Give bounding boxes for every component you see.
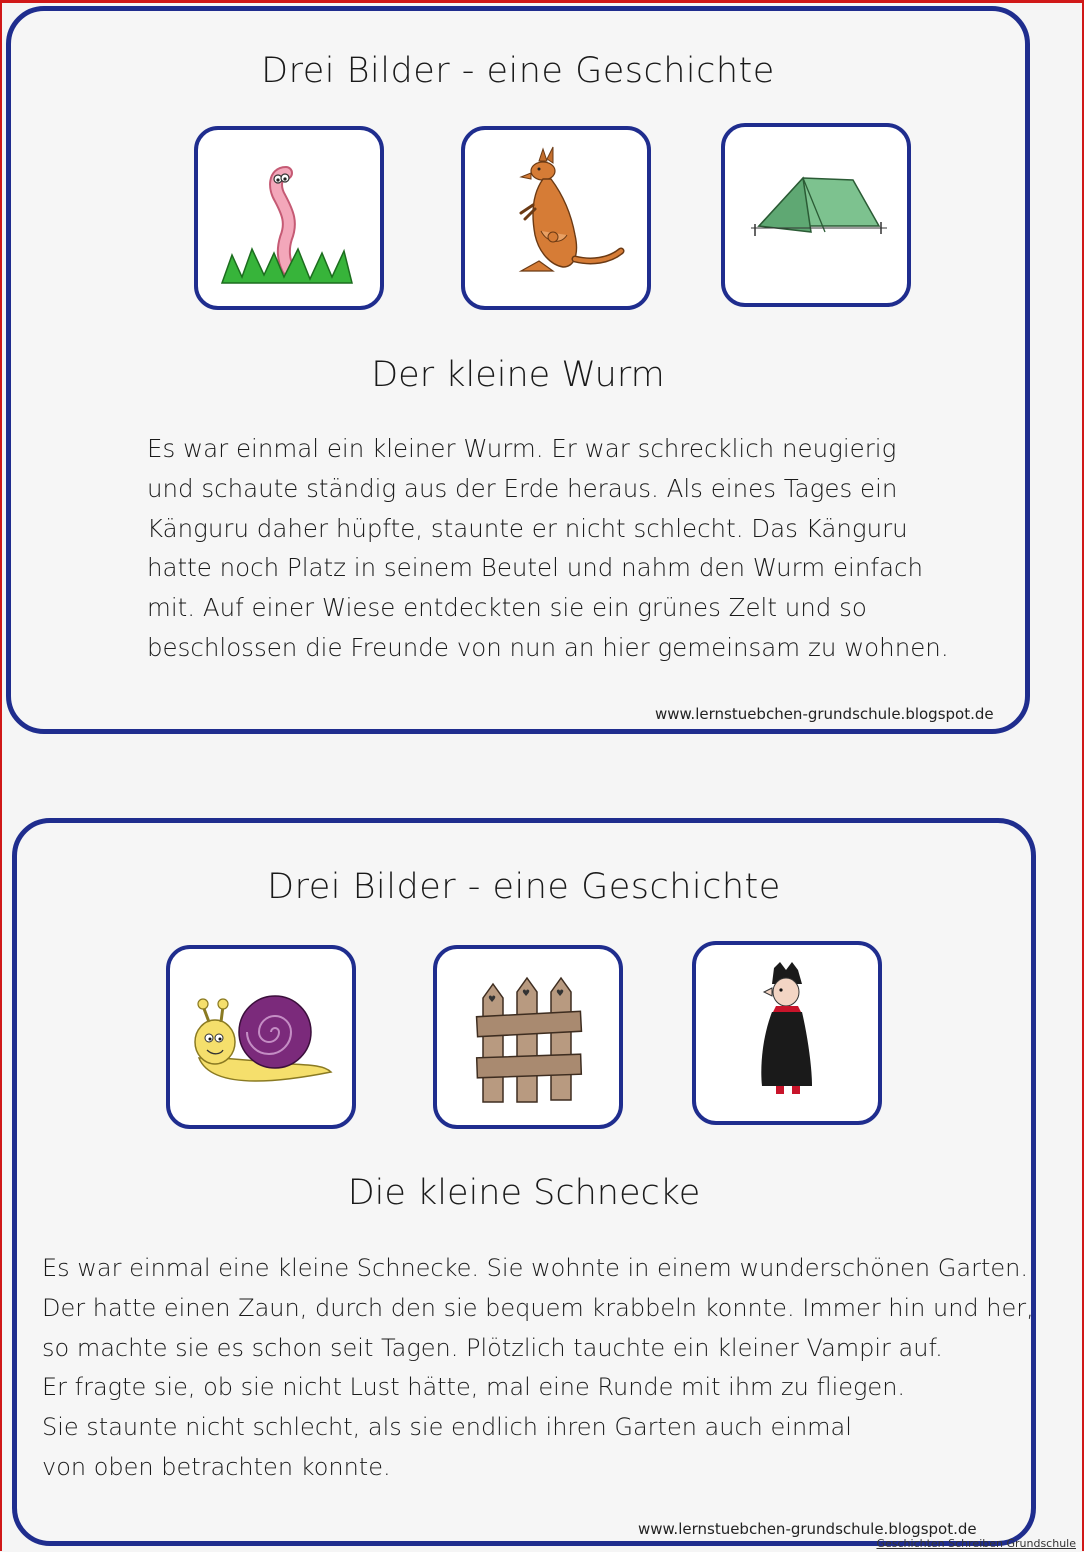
picture-worm (194, 126, 384, 310)
story-line: und schaute ständig aus der Erde heraus. Als eines Tages ein (147, 473, 898, 503)
kangaroo-icon (481, 143, 631, 293)
story-line: mit. Auf einer Wiese entdeckten sie ein grünes Zelt und so (147, 593, 867, 623)
story-line: Es war einmal eine kleine Schnecke. Sie wohnte in einem wunderschönen Garten. (42, 1254, 1028, 1282)
picture-kangaroo (461, 126, 651, 310)
story-line: so machte sie es schon seit Tagen. Plötzlich tauchte ein kleiner Vampir auf. (42, 1333, 943, 1362)
story-line: Der hatte einen Zaun, durch den sie bequem krabbeln konnte. Immer hin und her, (42, 1293, 1034, 1322)
worm-icon (214, 143, 364, 293)
story-line: Känguru daher hüpfte, staunte er nicht schlecht. Das Känguru (147, 513, 908, 543)
blog-url[interactable]: www.lernstuebchen-grundschule.blogspot.de (655, 705, 994, 723)
tent-icon (741, 140, 891, 290)
story-line: Sie staunte nicht schlecht, als sie endlich ihren Garten auch einmal (42, 1413, 852, 1442)
wooden-fence-icon (453, 962, 603, 1112)
svg-text:♥: ♥ (488, 995, 497, 1005)
picture-fence (433, 945, 623, 1129)
snail-icon (181, 962, 341, 1112)
svg-text:♥: ♥ (522, 989, 531, 999)
story-line: Es war einmal ein kleiner Wurm. Er war schrecklich neugierig (147, 434, 897, 463)
story-line: von oben betrachten konnte. (42, 1452, 391, 1481)
story-card-worm (6, 6, 1030, 734)
story-card-snail (12, 818, 1036, 1546)
story-line: hatte noch Platz in seinem Beutel und nahm den Wurm einfach (147, 553, 923, 583)
vampire-icon (712, 958, 862, 1108)
story-line: Er fragte sie, ob sie nicht Lust hätte, mal eine Runde mit ihm zu fliegen. (42, 1373, 906, 1402)
card-heading: Drei Bilder - eine Geschichte (267, 867, 781, 907)
picture-vampire (692, 941, 882, 1125)
footer-caption: Geschichten Schreiben Grundschule (876, 1537, 1076, 1550)
picture-snail (166, 945, 356, 1129)
picture-tent (721, 123, 911, 307)
story-text (147, 429, 949, 668)
story-text (42, 1249, 1034, 1488)
svg-text:♥: ♥ (556, 989, 565, 999)
blog-url[interactable]: www.lernstuebchen-grundschule.blogspot.de (638, 1520, 977, 1538)
story-title: Der kleine Wurm (371, 355, 665, 395)
story-line: beschlossen die Freunde von nun an hier gemeinsam zu wohnen. (147, 632, 949, 662)
card-heading: Drei Bilder - eine Geschichte (261, 51, 775, 91)
story-title: Die kleine Schnecke (347, 1173, 701, 1213)
